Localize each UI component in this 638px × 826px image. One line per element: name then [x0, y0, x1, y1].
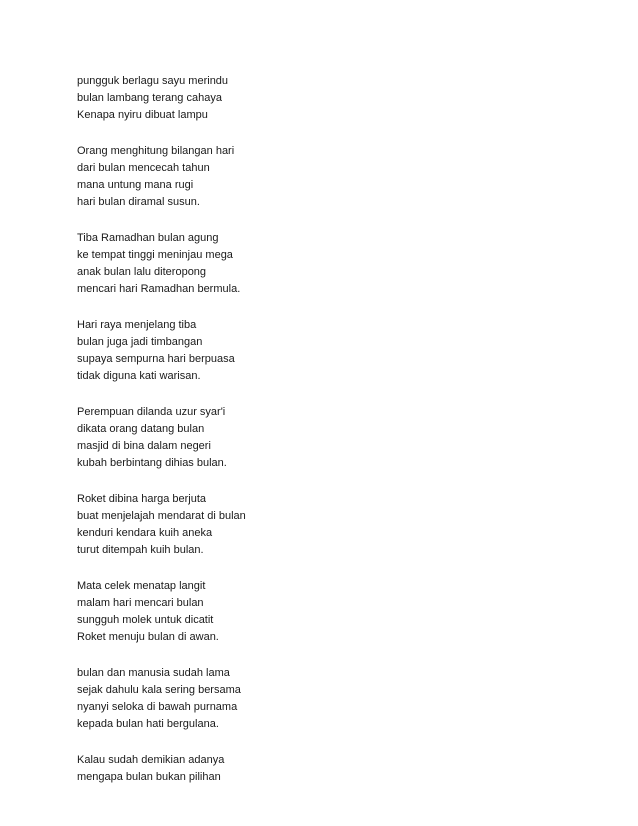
poem-line: anak bulan lalu diteropong [77, 266, 207, 278]
poem-line: Perempuan dilanda uzur syar'i [77, 406, 226, 418]
poem-line: Roket dibina harga berjuta [77, 493, 207, 505]
poem-line: buat menjelajah mendarat di bulan [77, 510, 246, 522]
poem-line: pungguk berlagu sayu merindu [77, 75, 229, 87]
poem-line: sejak dahulu kala sering bersama [77, 684, 241, 696]
poem-line: supaya sempurna hari berpuasa [77, 353, 235, 365]
poem-line: masjid di bina dalam negeri [77, 440, 211, 452]
poem-line: hari bulan diramal susun. [77, 196, 200, 208]
poem-line: Hari raya menjelang tiba [77, 319, 197, 331]
poem-line: kepada bulan hati bergulana. [77, 718, 219, 730]
stanza-2 [77, 143, 557, 211]
poem-line: Kenapa nyiru dibuat lampu [77, 109, 208, 121]
stanza-4 [77, 317, 557, 385]
stanza-8 [77, 665, 557, 733]
poem-line: sungguh molek untuk dicatit [77, 614, 214, 626]
poem-line: Tiba Ramadhan bulan agung [77, 232, 219, 244]
poem-line: kubah berbintang dihias bulan. [77, 457, 227, 469]
poem-line: bulan dan manusia sudah lama [77, 667, 230, 679]
poem-line: Kalau sudah demikian adanya [77, 754, 225, 766]
poem-line: malam hari mencari bulan [77, 597, 204, 609]
poem-line: bulan juga jadi timbangan [77, 336, 203, 348]
poem-line: bulan lambang terang cahaya [77, 92, 222, 104]
poem-line: kenduri kendara kuih aneka [77, 527, 213, 539]
poem-line: turut ditempah kuih bulan. [77, 544, 204, 556]
poem-line: nyanyi seloka di bawah purnama [77, 701, 238, 713]
stanza-5 [77, 404, 557, 472]
stanza-6 [77, 491, 557, 559]
poem-line: tidak diguna kati warisan. [77, 370, 201, 382]
poem-line: ke tempat tinggi meninjau mega [77, 249, 233, 261]
poem-line: dikata orang datang bulan [77, 423, 205, 435]
poem-line: Mata celek menatap langit [77, 580, 206, 592]
poem-line: Roket menuju bulan di awan. [77, 631, 219, 643]
poem-line: mengapa bulan bukan pilihan [77, 771, 221, 783]
stanza-3 [77, 230, 557, 298]
stanza-9 [77, 752, 557, 786]
poem-line: dari bulan mencecah tahun [77, 162, 210, 174]
poem-line: mencari hari Ramadhan bermula. [77, 283, 241, 295]
poem-line: Orang menghitung bilangan hari [77, 145, 235, 157]
poem-body [77, 73, 557, 805]
stanza-1 [77, 73, 557, 124]
stanza-7 [77, 578, 557, 646]
poem-line: mana untung mana rugi [77, 179, 194, 191]
